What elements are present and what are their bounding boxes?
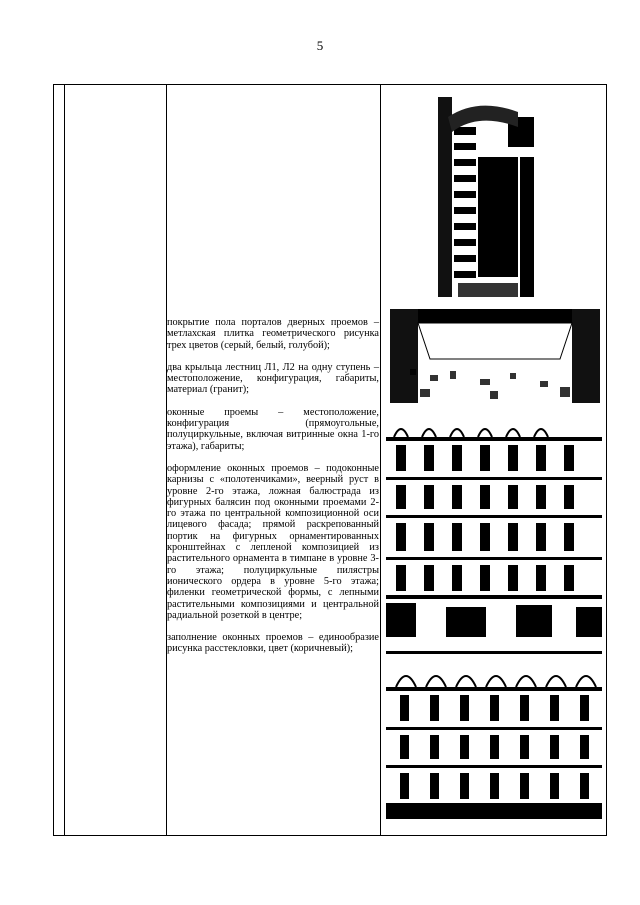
paragraph-window-fill: заполнение оконных проемов – единообразие рисунка расстекловки, цвет (коричневый); <box>167 632 379 655</box>
paragraph-porches: два крыльца лестниц Л1, Л2 на одну ступень – местоположение, конфигурация, габариты, материал (гранит); <box>167 361 379 396</box>
column-divider-3 <box>380 85 381 835</box>
photo-floor-tiles <box>390 309 600 403</box>
paragraph-floor-tiles: покрытие пола порталов дверных проемов – метлахская плитка геометрического рисунка трех цветов (серый, белый, голубой); <box>167 317 379 351</box>
protection-table <box>53 84 607 836</box>
description-cell <box>167 317 379 666</box>
photo-facade-detail <box>386 647 602 819</box>
photo-facade <box>386 407 602 637</box>
paragraph-window-openings: оконные проемы – местоположение, конфигурация (прямоугольные, полуциркульные, включая витринные окна 1-го этажа), габариты; <box>167 406 379 452</box>
column-divider-1 <box>64 85 65 835</box>
page-number: 5 <box>316 38 324 53</box>
photo-portal <box>438 97 534 297</box>
paragraph-window-decoration: оформление оконных проемов – подоконные карнизы с «полотенчиками», веерный руст в уровне 2-го этажа, ложная балюстрада из фигурных балясин под оконными проемами 2-го этажа по центральной композиционной оси лицевого фасада; прямой раскрепованный портик на фигурных орнаментированных кронштейнах с лепленой композицией из растительного орнамента в тимпане в уровне 3-го этажа; полуциркульные пилястры ионического ордера в уровне 5-го этажа; филенки геометрической формы, с лепными растительными композициями и центральной радиальной розеткой в центре; <box>167 462 379 621</box>
